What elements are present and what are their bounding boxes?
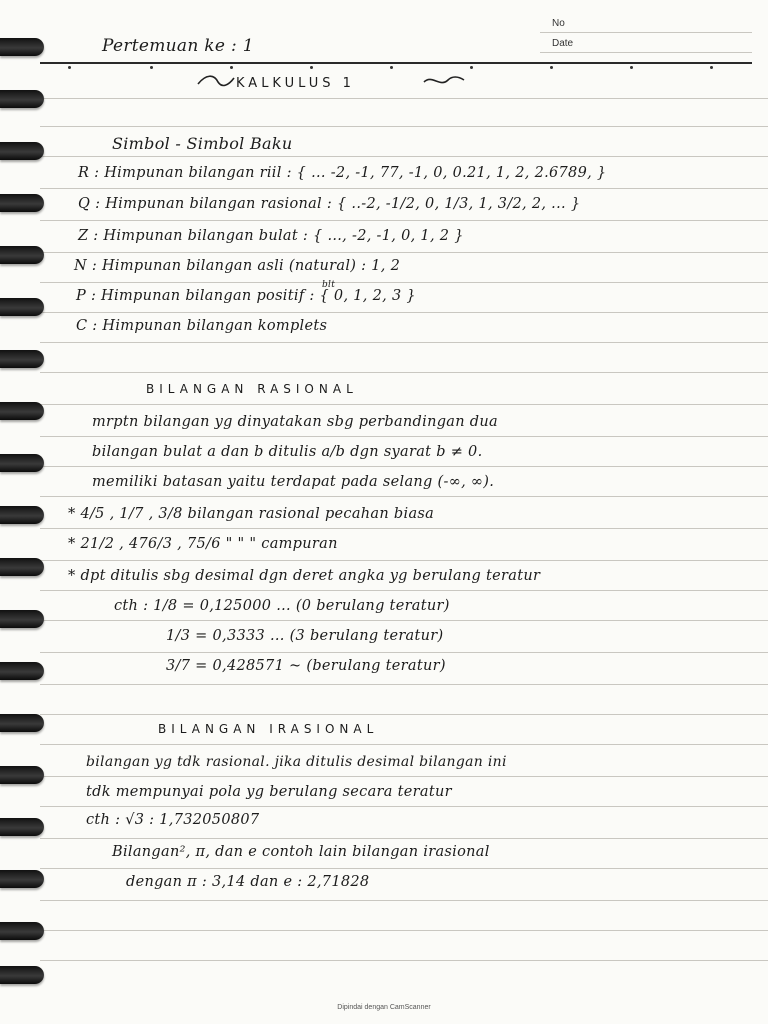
ruled-line — [40, 312, 768, 313]
title-rule — [40, 62, 752, 64]
irrational-line-4: Bilangan², π, dan e contoh lain bilangan irasional — [112, 844, 490, 860]
binding-ring — [0, 766, 44, 784]
margin-dot — [390, 66, 393, 69]
binding-ring — [0, 90, 44, 108]
ruled-line — [40, 466, 768, 467]
symbol-line-positive: P : Himpunan bilangan positif : { 0, 1, 2, 3 } — [76, 288, 416, 304]
ruled-line — [40, 560, 768, 561]
binding-ring — [0, 714, 44, 732]
binding-ring — [0, 818, 44, 836]
symbol-line-integer: Z : Himpunan bilangan bulat : { ..., -2, -1, 0, 1, 2 } — [78, 228, 464, 244]
symbols-heading: Simbol - Simbol Baku — [112, 134, 293, 153]
rational-line-4: * 4/5 , 1/7 , 3/8 bilangan rasional pecahan biasa — [68, 506, 435, 522]
binding-ring — [0, 966, 44, 984]
ruled-line — [40, 744, 768, 745]
margin-dot — [68, 66, 71, 69]
irrational-line-5: dengan π : 3,14 dan e : 2,71828 — [126, 874, 370, 890]
ruled-line — [40, 156, 768, 157]
binding-ring — [0, 662, 44, 680]
ruled-line — [40, 620, 768, 621]
rational-line-2: bilangan bulat a dan b ditulis a/b dgn syarat b ≠ 0. — [92, 444, 483, 460]
margin-dot — [630, 66, 633, 69]
ruled-line — [40, 496, 768, 497]
binding-ring — [0, 870, 44, 888]
binding-ring — [0, 194, 44, 212]
ruled-line — [40, 960, 768, 961]
rational-example-1: cth : 1/8 = 0,125000 ... (0 berulang teratur) — [114, 598, 450, 614]
irrational-heading: BILANGAN IRASIONAL — [158, 722, 379, 736]
ruled-line — [40, 188, 768, 189]
margin-dot — [470, 66, 473, 69]
ruled-line — [40, 372, 768, 373]
rational-line-3: memiliki batasan yaitu terdapat pada selang (-∞, ∞). — [92, 474, 495, 490]
ruled-line — [40, 838, 768, 839]
meeting-label: Pertemuan ke : 1 — [102, 36, 254, 56]
ruled-line — [40, 590, 768, 591]
symbol-line-rational: Q : Himpunan bilangan rasional : { ..-2, -1/2, 0, 1/3, 1, 3/2, 2, ... } — [78, 196, 581, 212]
ruled-line — [40, 220, 768, 221]
date-label: Date — [552, 38, 574, 49]
title-swirl-left — [196, 70, 236, 90]
course-title: KALKULUS 1 — [236, 76, 355, 91]
margin-dot — [150, 66, 153, 69]
irrational-line-1: bilangan yg tdk rasional. jika ditulis desimal bilangan ini — [86, 754, 507, 770]
binding-ring — [0, 142, 44, 160]
binding-ring — [0, 610, 44, 628]
ruled-line — [40, 868, 768, 869]
rational-line-5: * 21/2 , 476/3 , 75/6 " " " campuran — [68, 536, 338, 552]
ruled-line — [40, 98, 768, 99]
margin-dot — [710, 66, 713, 69]
rational-line-1: mrptn bilangan yg dinyatakan sbg perbandingan dua — [92, 414, 498, 430]
rational-example-2: 1/3 = 0,3333 ... (3 berulang teratur) — [166, 628, 444, 644]
margin-dot — [230, 66, 233, 69]
binding-ring — [0, 298, 44, 316]
ruled-line — [40, 126, 768, 127]
ruled-line — [40, 436, 768, 437]
irrational-line-2: tdk mempunyai pola yg berulang secara teratur — [86, 784, 452, 800]
symbol-line-complex: C : Himpunan bilangan komplets — [76, 318, 328, 334]
binding-ring — [0, 558, 44, 576]
ruled-line — [40, 930, 768, 931]
rational-example-3: 3/7 = 0,428571 ~ (berulang teratur) — [166, 658, 446, 674]
binding-ring — [0, 38, 44, 56]
spiral-binding — [0, 30, 46, 980]
margin-dot — [550, 66, 553, 69]
title-swirl-right — [422, 70, 466, 90]
ruled-line — [40, 282, 768, 283]
ruled-line — [40, 806, 768, 807]
symbol-line-real: R : Himpunan bilangan riil : { ... -2, -1, 77, -1, 0, 0.21, 1, 2, 2.6789, } — [78, 165, 607, 181]
ruled-line — [40, 684, 768, 685]
ruled-line — [40, 252, 768, 253]
scanner-footer: Dipindai dengan CamScanner — [337, 1004, 431, 1011]
header-rule — [540, 32, 752, 33]
margin-dot — [310, 66, 313, 69]
ruled-line — [40, 900, 768, 901]
ruled-line — [40, 652, 768, 653]
ruled-line — [40, 528, 768, 529]
rational-heading: BILANGAN RASIONAL — [146, 382, 358, 396]
binding-ring — [0, 922, 44, 940]
ruled-line — [40, 404, 768, 405]
binding-ring — [0, 506, 44, 524]
rational-line-6: * dpt ditulis sbg desimal dgn deret angka yg berulang teratur — [68, 568, 541, 584]
superscript-note: blt — [322, 280, 336, 290]
binding-ring — [0, 454, 44, 472]
symbol-line-natural: N : Himpunan bilangan asli (natural) : 1, 2 — [74, 258, 401, 274]
binding-ring — [0, 246, 44, 264]
no-label: No — [552, 18, 565, 29]
ruled-line — [40, 342, 768, 343]
ruled-line — [40, 714, 768, 715]
binding-ring — [0, 350, 44, 368]
header-rule — [540, 52, 752, 53]
ruled-line — [40, 776, 768, 777]
binding-ring — [0, 402, 44, 420]
irrational-line-3: cth : √3 : 1,732050807 — [86, 812, 260, 828]
